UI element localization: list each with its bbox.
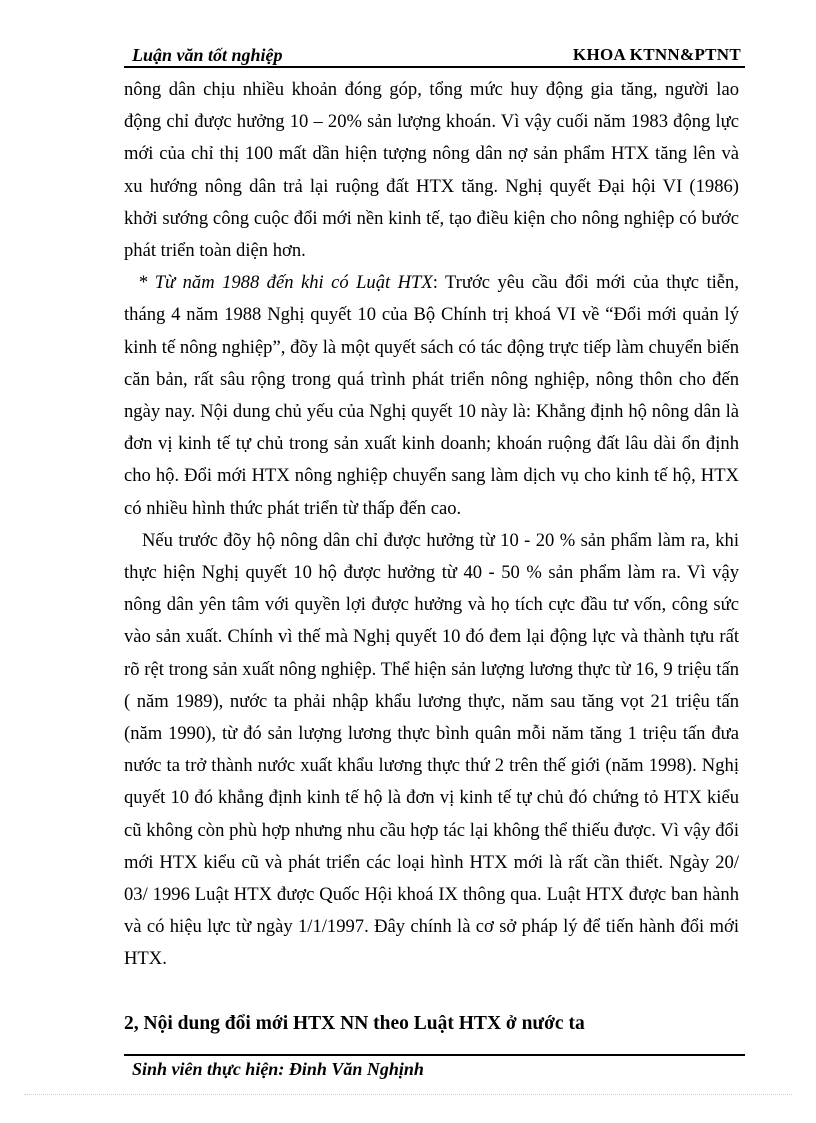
paragraph-2-body: : Trước yêu cầu đổi mới của thực tiễn, tháng 4 năm 1988 Nghị quyết 10 của Bộ Chính trị khoá VI về “Đổi mới quản lý kinh tế nông nghiệp”, đõy là một quyết sách có tác động trực tiếp làm chuyển biến căn bản, rất sâu rộng trong quá trình phát triển nông nghiệp, nông thôn cho đến ngày nay. Nội dung chủ yếu của Nghị quyết 10 này là: Khẳng định hộ nông dân là đơn vị kinh tế tự chủ trong sản xuất kinh doanh; khoán ruộng đất lâu dài ổn định cho hộ. Đổi mới HTX nông nghiệp chuyển sang làm dịch vụ cho kinh tế hộ, HTX có nhiều hình thức phát triển từ thấp đến cao. xyxy=(124,272,739,519)
page-header xyxy=(124,44,745,68)
thesis-label: Luận văn tốt nghiệp xyxy=(132,45,283,65)
page-edge xyxy=(24,1094,792,1095)
paragraph-3: Nếu trước đõy hộ nông dân chỉ được hưởng từ 10 - 20 % sản phẩm làm ra, khi thực hiện Nghị quyết 10 hộ được hưởng từ 40 - 50 % sản phẩm làm ra. Vì vậy nông dân yên tâm với quyền lợi được hưởng và họ tích cực đầu tư vốn, công sức vào sản xuất. Chính vì thế mà Nghị quyết 10 đó đem lại động lực và thành tựu rất rõ rệt trong sản xuất nông nghiệp. Thể hiện sản lượng lương thực từ 16, 9 triệu tấn ( năm 1989), nước ta phải nhập khẩu lương thực, năm sau tăng vọt 21 triệu tấn (năm 1990), từ đó sản lượng lương thực bình quân mỗi năm tăng 1 triệu tấn đưa nước ta trở thành nước xuất khẩu lương thực thứ 2 trên thế giới (năm 1998). Nghị quyết 10 đó khẳng định kinh tế hộ là đơn vị kinh tế tự chủ đó chứng tỏ HTX kiểu cũ không còn phù hợp nhưng nhu cầu hợp tác lại không thể thiếu được. Vì vậy đổi mới HTX kiểu cũ và phát triển các loại hình HTX mới là rất cần thiết. Ngày 20/ 03/ 1996 Luật HTX được Quốc Hội khoá IX thông qua. Luật HTX được ban hành và có hiệu lực từ ngày 1/1/1997. Đây chính là cơ sở pháp lý để tiến hành đổi mới HTX. xyxy=(124,529,739,970)
faculty-label: KHOA KTNN&PTNT xyxy=(572,45,741,64)
paragraph-2-lead: * Từ năm 1988 đến khi có Luật HTX xyxy=(138,272,433,294)
paragraph-1: nông dân chịu nhiều khoản đóng góp, tổng mức huy động gia tăng, người lao động chỉ được hưởng 10 – 20% sản lượng khoán. Vì vậy cuối năm 1983 động lực mới của chỉ thị 100 mất dần hiện tượng nông dân nợ sản phẩm HTX tăng lên và xu hướng nông dân trả lại ruộng đất HTX tăng. Nghị quyết Đại hội VI (1986) khởi sướng công cuộc đổi mới nền kinh tế, tạo điều kiện cho nông nghiệp có bước phát triển toàn diện hơn. xyxy=(124,79,739,262)
page-footer: Sinh viên thực hiện: Đinh Văn Nghịnh xyxy=(132,1059,424,1079)
footer-rule xyxy=(124,1054,745,1056)
body-text xyxy=(124,74,739,976)
paragraph-2 xyxy=(124,267,739,525)
section-heading: 2, Nội dung đổi mới HTX NN theo Luật HTX ở nước ta xyxy=(124,1013,585,1034)
